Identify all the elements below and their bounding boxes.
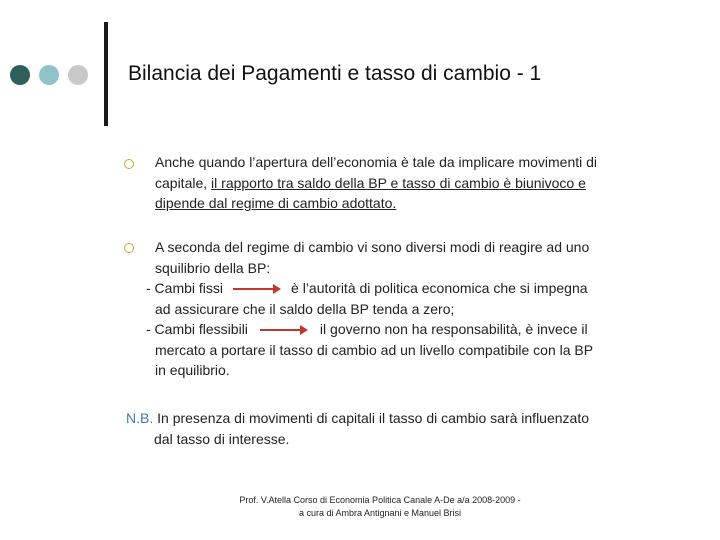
fixed-exchange-continuation: ad assicurare che il saldo della BP tenda a zero; (155, 300, 455, 317)
bullet-1-line-1: Anche quando l’apertura dell’economia è tale da implicare movimenti di (155, 154, 598, 170)
nb-label: N.B. (126, 410, 154, 426)
bullet-2-line-2: squilibrio della BP: (155, 259, 271, 276)
nb-line-2: dal tasso di interesse. (154, 430, 290, 447)
bullet-1-line-3: dipende dal regime di cambio adottato. (155, 195, 397, 211)
nb-note (126, 408, 589, 449)
bullet-circle-icon (124, 243, 134, 253)
bullet-2 (146, 237, 593, 381)
footer-line-2: a cura di Ambra Antignani e Manuel Brisi (298, 508, 462, 518)
bullet-circle-icon (124, 159, 134, 169)
bullet-1-line-2-plain: capitale, (155, 174, 212, 191)
decorative-dot-dark (10, 65, 30, 85)
fixed-exchange-label: - Cambi fissi (146, 280, 224, 296)
flexible-exchange-continuation-2: in equilibrio. (155, 362, 230, 378)
bullet-1-line-2-underlined: il rapporto tra saldo della BP e tasso di cambio è biunivoco e (211, 174, 586, 191)
bullet-2-line-1: A seconda del regime di cambio vi sono diversi modi di reagire ad uno (155, 239, 590, 255)
fixed-exchange-row (146, 278, 593, 299)
nb-line-1 (126, 408, 589, 429)
decorative-vertical-bar (104, 22, 108, 126)
fixed-exchange-text: è l’autorità di politica economica che si impegna (291, 280, 588, 296)
slide-title: Bilancia dei Pagamenti e tasso di cambio - 1 (128, 62, 542, 85)
flexible-exchange-label: - Cambi flessibili (146, 321, 248, 337)
arrow-right-icon (260, 324, 308, 336)
nb-text: In presenza di movimenti di capitali il tasso di cambio sarà influenzato (157, 410, 590, 426)
footer (210, 494, 550, 520)
decorative-dot-gray (68, 65, 88, 85)
flexible-exchange-continuation-1: mercato a portare il tasso di cambio ad un livello compatibile con la BP (155, 341, 594, 358)
decorative-dot-teal (39, 65, 59, 85)
flexible-exchange-text: il governo non ha responsabilità, è invece il (319, 321, 588, 337)
flexible-exchange-row (146, 319, 593, 340)
bullet-1-line-2 (155, 173, 597, 194)
footer-line-1: Prof. V.Atella Corso di Economia Politica Canale A-De a/a 2008-2009 - (239, 495, 521, 505)
arrow-right-icon (233, 283, 281, 295)
bullet-1 (155, 152, 597, 214)
